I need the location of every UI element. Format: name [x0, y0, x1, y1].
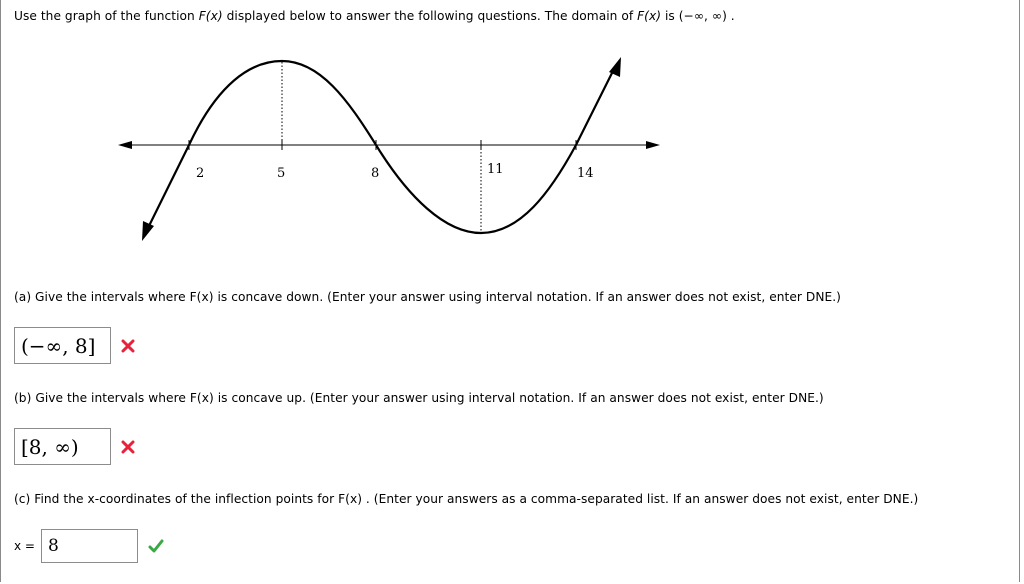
tick-label: 5: [277, 166, 286, 181]
curve-left-arrow-icon: [142, 221, 154, 241]
answer-c-label: x =: [14, 539, 35, 553]
tick-label: 11: [487, 162, 504, 177]
question-a: (a) Give the intervals where F(x) is concave down. (Enter your answer using interval notation. If an answer does not exist, enter DNE.): [14, 290, 841, 304]
x-axis-left-arrow-icon: [118, 141, 132, 149]
x-axis-right-arrow-icon: [646, 141, 660, 149]
answer-a-field[interactable]: (−∞, 8]: [14, 327, 111, 364]
cross-icon: [120, 439, 136, 455]
answer-c-field[interactable]: 8: [41, 529, 138, 563]
cross-icon: [120, 338, 136, 354]
question-b: (b) Give the intervals where F(x) is concave up. (Enter your answer using interval notation. If an answer does not exist, enter DNE.): [14, 391, 824, 405]
function-graph: [110, 55, 670, 245]
tick-label: 8: [371, 166, 380, 181]
tick-label: 2: [196, 166, 205, 181]
question-c: (c) Find the x-coordinates of the inflection points for F(x) . (Enter your answers as a comma-separated list. If an answer does not exist, enter DNE.): [14, 492, 919, 506]
tick-label: 14: [577, 166, 594, 181]
question-intro: Use the graph of the function F(x) displayed below to answer the following questions. The domain of F(x) is (−∞, ∞) .: [14, 9, 735, 23]
check-icon: [148, 538, 164, 554]
function-curve: [146, 61, 615, 233]
answer-b-field[interactable]: [8, ∞): [14, 428, 111, 465]
